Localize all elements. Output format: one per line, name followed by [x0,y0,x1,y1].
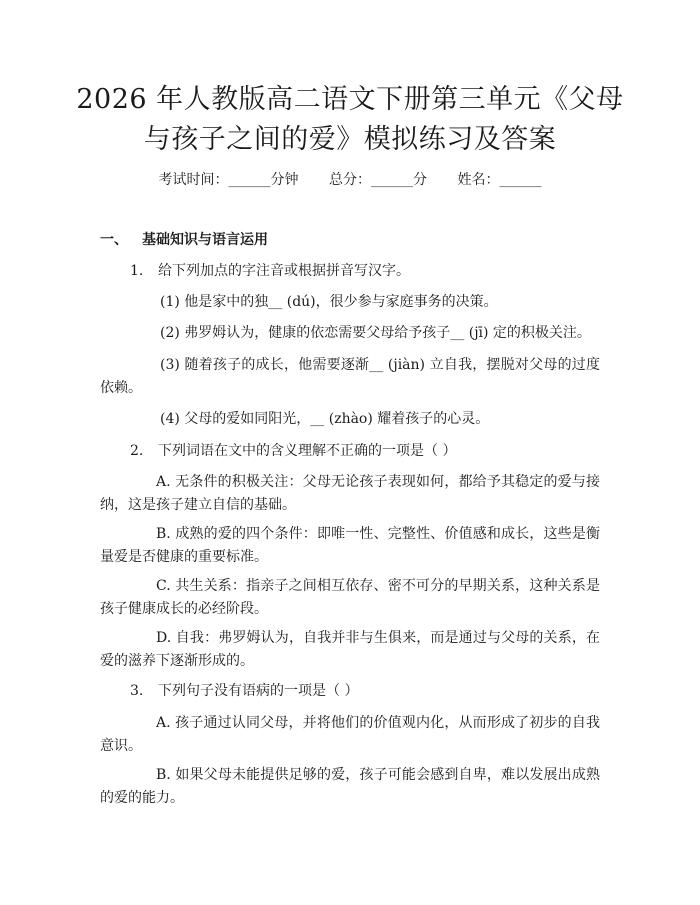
section-title: 基础知识与语言运用 [142,232,268,248]
title-line-2: 与孩子之间的爱》模拟练习及答案 [143,124,557,155]
q1-item-2: (2) 弗罗姆认为，健康的依恋需要父母给予孩子__ (jī) 定的积极关注。 [160,325,591,341]
question-text: 下列句子没有语病的一项是（ ） [158,683,359,699]
section-number: 一、 [100,232,128,248]
document-title [60,80,640,160]
q2-option-d: D. 自我：弗罗姆认为，自我并非与生俱来，而是通过与父母的关系，在爱的滋养下逐渐形成的。 [100,630,600,669]
q1-item-3: (3) 随着孩子的成长，他需要逐渐__ (jiàn) 立自我，摆脱对父母的过度依赖。 [100,357,600,396]
student-name: 姓名：______ [457,172,542,188]
exam-score: 总分：______分 [329,172,427,188]
q2-option-c: C. 共生关系：指亲子之间相互依存、密不可分的早期关系，这种关系是孩子健康成长的必经阶段。 [100,578,600,617]
section-heading [100,230,268,250]
question-1 [130,260,600,283]
title-line-1: 2026 年人教版高二语文下册第三单元《父母 [76,84,624,115]
q2-option-a: A. 无条件的积极关注：父母无论孩子表现如何，都给予其稳定的爱与接纳，这是孩子建立自信的基础。 [100,474,600,513]
exam-meta [0,170,700,190]
q1-item-1: (1) 他是家中的独__ (dú)，很少参与家庭事务的决策。 [160,294,498,310]
question-3 [130,680,600,703]
question-text: 下列词语在文中的含义理解不正确的一项是（ ） [158,443,457,459]
question-2 [130,440,600,463]
q3-option-b: B. 如果父母未能提供足够的爱，孩子可能会感到自卑，难以发展出成熟的爱的能力。 [100,767,600,806]
q1-item-4: (4) 父母的爱如同阳光，__ (zhào) 耀着孩子的心灵。 [160,411,490,427]
question-number: 3. [130,683,144,699]
question-number: 1. [130,263,144,279]
question-text: 给下列加点的字注音或根据拼音写汉字。 [158,263,410,279]
q3-option-a: A. 孩子通过认同父母，并将他们的价值观内化，从而形成了初步的自我意识。 [100,715,600,754]
question-number: 2. [130,443,144,459]
q2-option-b: B. 成熟的爱的四个条件：即唯一性、完整性、价值感和成长，这些是衡量爱是否健康的重要标准。 [100,526,600,565]
exam-time: 考试时间：______分钟 [158,172,299,188]
